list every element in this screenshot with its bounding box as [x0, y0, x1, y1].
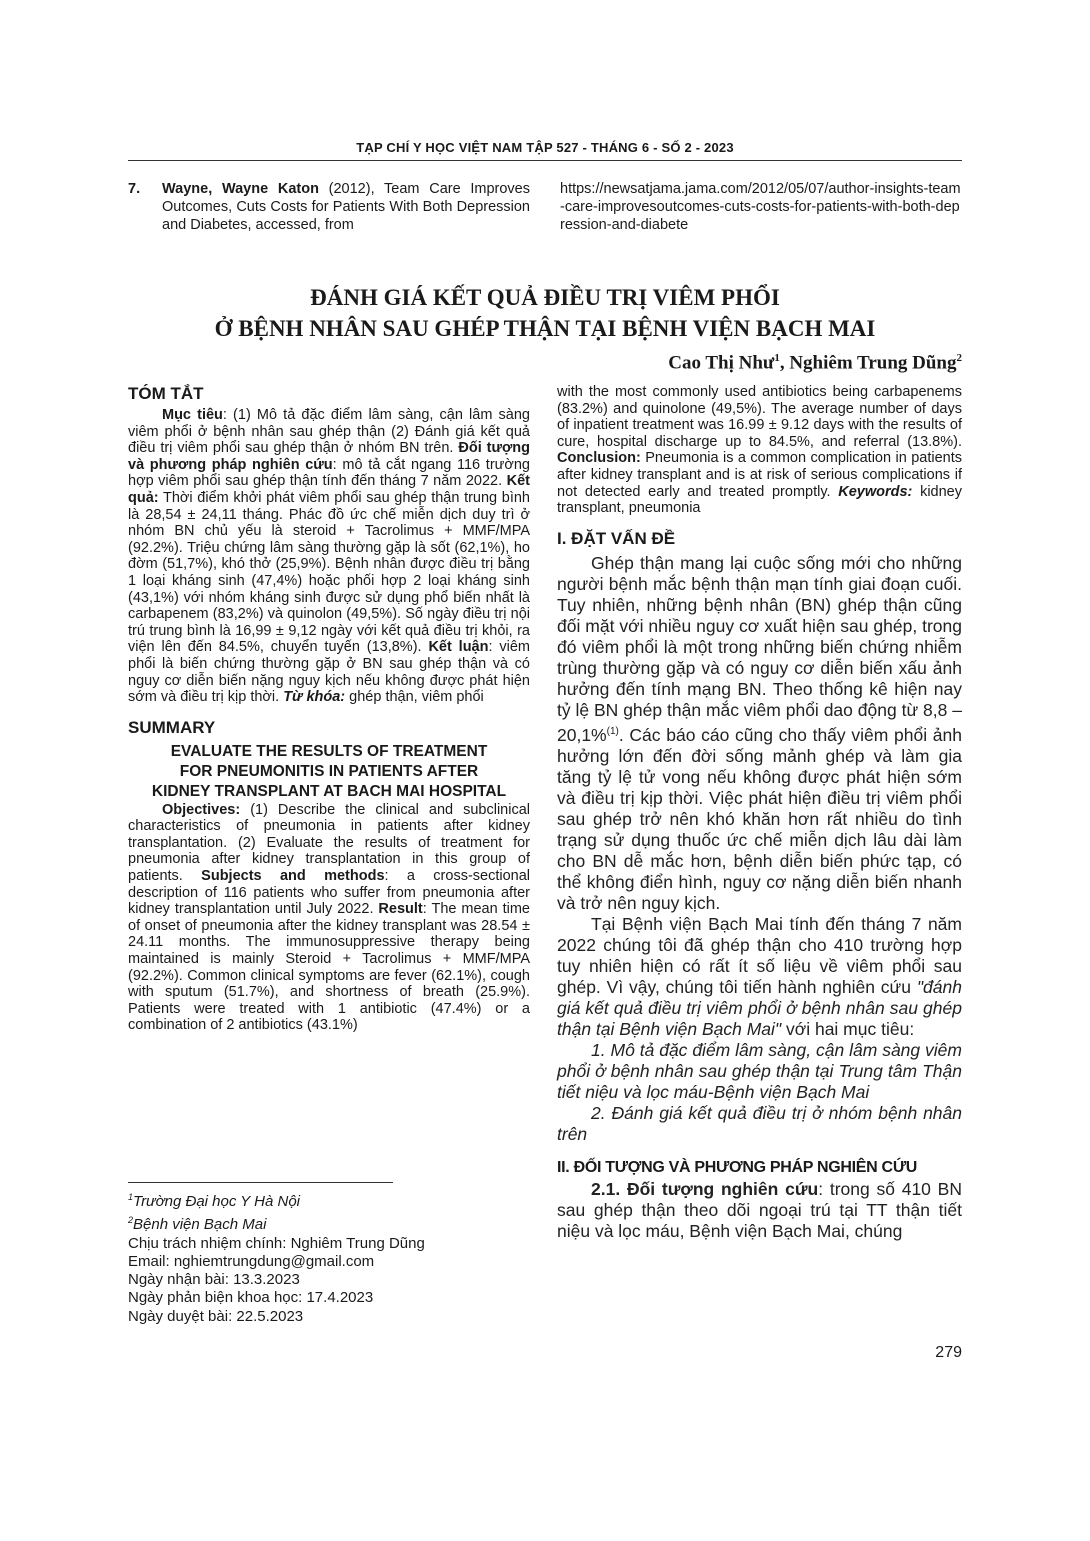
tu-khoa-text: ghép thận, viêm phổi [345, 689, 484, 706]
conclusion-label: Conclusion: [557, 450, 641, 467]
objective-2 [557, 1103, 962, 1145]
summary-title-line-3: KIDNEY TRANSPLANT AT BACH MAI HOSPITAL [151, 782, 507, 800]
footnote-responsible: Chịu trách nhiệm chính: Nghiêm Trung Dũng [128, 1234, 425, 1252]
citation-marker: (1) [606, 725, 619, 737]
result-label: Result [378, 901, 423, 918]
section-1-paragraph-2 [557, 914, 962, 1040]
section-1-paragraph-1 [557, 553, 962, 914]
header-divider [128, 160, 962, 161]
abstract-vi-heading: TÓM TẮT [128, 384, 204, 403]
journal-header: TẠP CHÍ Y HỌC VIỆT NAM TẬP 527 - THÁNG 6 - SỐ 2 - 2023 [356, 140, 734, 155]
summary-title-line-2: FOR PNEUMONITIS IN PATIENTS AFTER [179, 762, 479, 780]
author-2-affiliation: 2 [956, 352, 962, 364]
author-1: Cao Thị Như [668, 352, 775, 374]
footnote-affiliation-1 [128, 1188, 530, 1211]
section-2-1-label: 2.1. Đối tượng nghiên cứu [591, 1178, 819, 1199]
doi-tuong-label: Đối tượng và phương pháp nghiên cứu [128, 440, 530, 473]
objectives-text: (1) Describe the clinical and subclinical characteristics of pneumonia in patients after kidney transplantation. (2) Evaluate the results of treatment for pneumonia after kidney transplantation in this group of patients. [128, 801, 530, 885]
footnote-received-date: Ngày nhận bài: 13.3.2023 [128, 1271, 300, 1289]
section-2-heading: II. ĐỐI TƯỢNG VÀ PHƯƠNG PHÁP NGHIÊN CỨU [557, 1158, 918, 1176]
ket-luan-label: Kết luận [428, 639, 489, 656]
subjects-label: Subjects and methods [201, 868, 385, 885]
footnote-1-marker: 1 [128, 1192, 134, 1202]
title-line-1: ĐÁNH GIÁ KẾT QUẢ ĐIỀU TRỊ VIÊM PHỔI [310, 285, 780, 310]
objective-1-text: 1. Mô tả đặc điểm lâm sàng, cận lâm sàng viêm phổi ở bệnh nhân sau ghép thận tại Trung tâm Thận tiết niệu và lọc máu-Bệnh viện Bạch Mai [557, 1039, 962, 1102]
right-column [557, 384, 962, 1242]
summary-continued [557, 384, 962, 517]
subjects-text: : a cross-sectional description of 116 patients who suffer from pneumonia after kidney transplantation until July 2022. [128, 868, 531, 918]
footnote-1-text: Trường Đại học Y Hà Nội [133, 1193, 300, 1210]
footnote-reviewed-date: Ngày phản biện khoa học: 17.4.2023 [128, 1289, 374, 1307]
reference-author: Wayne, Wayne Katon [162, 181, 319, 197]
tu-khoa-label: Từ khóa: [283, 689, 346, 706]
summary-heading: SUMMARY [128, 717, 216, 737]
footnote-2-marker: 2 [128, 1215, 134, 1226]
summary-title-line-1: EVALUATE THE RESULTS OF TREATMENT [170, 742, 488, 760]
muc-tieu-text: : (1) Mô tả đặc điểm lâm sàng, cận lâm sàng viêm phổi ở bệnh nhân sau ghép thận (2) Đánh giá kết quả điều trị viêm phổi sau ghép thận ở nhóm BN trên. [128, 407, 530, 457]
ket-qua-text: Thời điểm khởi phát viêm phổi sau ghép thận trung bình là 28,54 ± 24,11 tháng. Phác đồ ức chế miễn dịch duy trì ở nhóm BN chủ yếu là steroid + Tacrolimus + MMF/MPA (92.2%). Triệu chứng lâm sàng thường gặp là sốt (62,1%), ho đờm (51,7%), khó thở (25,9%). Bệnh nhân được điều trị bằng 1 loại kháng sinh (47,4%) hoặc phối hợp 2 loại kháng sinh (43,1%) với nhóm kháng sinh được sử dụng phổ biến nhất là carbapenem (83,2%) và quinolon (49,5%). Số ngày điều trị nội trú trung bình là 16,99 ± 9,12 ngày với kết quả điều trị khỏi, ra viện lên đến 84.5%, chuyển tuyến (13,8%). [128, 489, 530, 656]
section-1-heading: I. ĐẶT VẤN ĐỀ [557, 528, 676, 548]
objective-2-text: 2. Đánh giá kết quả điều trị ở nhóm bệnh nhân trên [557, 1102, 962, 1144]
section-2-paragraph-1 [557, 1179, 962, 1242]
title-line-2: Ở BỆNH NHÂN SAU GHÉP THẬN TẠI BỆNH VIỆN BẠCH MAI [214, 316, 876, 341]
article-title [128, 282, 962, 344]
objective-1 [557, 1040, 962, 1103]
left-column [128, 384, 530, 1034]
ket-qua-label: Kết quả: [128, 473, 530, 506]
result-text: : The mean time of onset of pneumonia after the kidney transplant was 28.54 ± 24.11 months. The immunosuppressive therapy being maintained is mainly Steroid + Tacrolimus + MMF/MPA (92.2%). Common clinical symptoms are fever (62.1%), cough with sputum (51.7%), and shortness of breath (25.9%). Patients were treated with 1 antibiotic (47.4%) or a combination of 2 antibiotics (43.1%) [128, 901, 530, 1034]
keywords-text: kidney transplant, pneumonia [557, 483, 962, 517]
footnote-2-text: Bệnh viện Bạch Mai [133, 1216, 267, 1234]
summary-title [128, 742, 530, 802]
footnote-accepted-date: Ngày duyệt bài: 22.5.2023 [128, 1307, 304, 1325]
footnote-divider [128, 1182, 393, 1183]
reference-url[interactable]: https://newsatjama.jama.com/2012/05/07/author-insights-team-care-improvesoutcomes-cuts-costs-for-patients-with-both-depression-and-diabete [560, 181, 961, 233]
author-separator: , [779, 352, 790, 374]
reference-text: (2012), Team Care Improves Outcomes, Cuts Costs for Patients With Both Depression and Diabetes, accessed, from [162, 181, 530, 233]
abstract-vi-body [128, 407, 530, 706]
objectives-label: Objectives: [162, 801, 241, 818]
study-title-quote: "đánh giá kết quả điều trị viêm phổi ở bệnh nhân sau ghép thận tại Bệnh viện Bạch Mai" [557, 976, 962, 1039]
section-1-p2-text: Tại Bệnh viện Bạch Mai tính đến tháng 7 năm 2022 chúng tôi đã ghép thận cho 410 trường hợp tuy nhiên hiện có rất ít số liệu về viêm phổi sau ghép. Vì vậy, chúng tôi tiến hành nghiên cứu [557, 913, 962, 997]
section-1-p1-text: Ghép thận mang lại cuộc sống mới cho những người bệnh mắc bệnh thận mạn tính giai đoạn cuối. Tuy nhiên, những bệnh nhân (BN) ghép thận cũng đối mặt với nhiều nguy cơ xuất hiện sau ghép, trong đó viêm phổi là một trong những biến chứng nhiễm trùng thường gặp và có nguy cơ diễn biến xấu ảnh hưởng đến tính mạng BN. Theo thống kê hiện nay tỷ lệ BN ghép thận mắc viêm phổi dao động từ 8,8 – 20,1% [557, 552, 962, 745]
summary-continued-text: with the most commonly used antibiotics being carbapenems (83.2%) and quinolone (49,5%). The average number of days of inpatient treatment was 16.99 ± 9.12 days with the results of cure, hospital discharge up to 84.5%, and referral (13.8%). [557, 384, 962, 450]
conclusion-text: Pneumonia is a common complication in patients after kidney transplant and is at risk of serious complications if not detected early and treated promptly. [557, 450, 962, 500]
authors [668, 352, 962, 374]
footnotes [128, 1188, 530, 1326]
author-2: Nghiêm Trung Dũng [789, 352, 957, 374]
reference-entry [128, 180, 530, 234]
doi-tuong-text: : mô tả cắt ngang 116 trường hợp viêm phổi sau ghép thận tính đến tháng 7 năm 2022. [128, 456, 530, 490]
summary-body [128, 802, 530, 1034]
muc-tieu-label: Mục tiêu [162, 407, 223, 423]
reference-number: 7. [128, 181, 141, 197]
ket-luan-text: : viêm phổi là biến chứng thường gặp ở BN sau ghép thận và có nguy cơ diễn biến nặng nguy kịch nếu không được phát hiện sớm và điều trị kịp thời. [128, 639, 531, 706]
footnote-affiliation-2 [128, 1211, 530, 1234]
section-2-1-text: : trong số 410 BN sau ghép thận theo dõi ngoại trú tại TT thận tiết niệu và lọc máu, Bệnh viện Bạch Mai, chúng [557, 1178, 962, 1241]
page-number: 279 [935, 1344, 962, 1361]
keywords-label: Keywords: [838, 483, 913, 500]
author-1-affiliation: 1 [774, 352, 780, 364]
footnote-email[interactable]: Email: nghiemtrungdung@gmail.com [128, 1252, 375, 1270]
section-1-p1-rest: . Các báo cáo cũng cho thấy viêm phổi ảnh hưởng lớn đến đời sống mảnh ghép và làm gia tăng tỷ lệ tử vong nếu không được phát hiện sớm và điều trị kịp thời. Việc phát hiện điều trị viêm phổi sau ghép trở nên khó khăn hơn rất nhiều do tình trạng sử dụng thuốc ức chế miễn dịch lâu dài làm cho BN dễ mắc hơn, bệnh diễn biến phức tạp, có thể không điển hình, nguy cơ nặng diễn biến nhanh và trở nên nguy kịch. [557, 724, 962, 913]
section-1-p2-rest: với hai mục tiêu: [781, 1018, 915, 1039]
